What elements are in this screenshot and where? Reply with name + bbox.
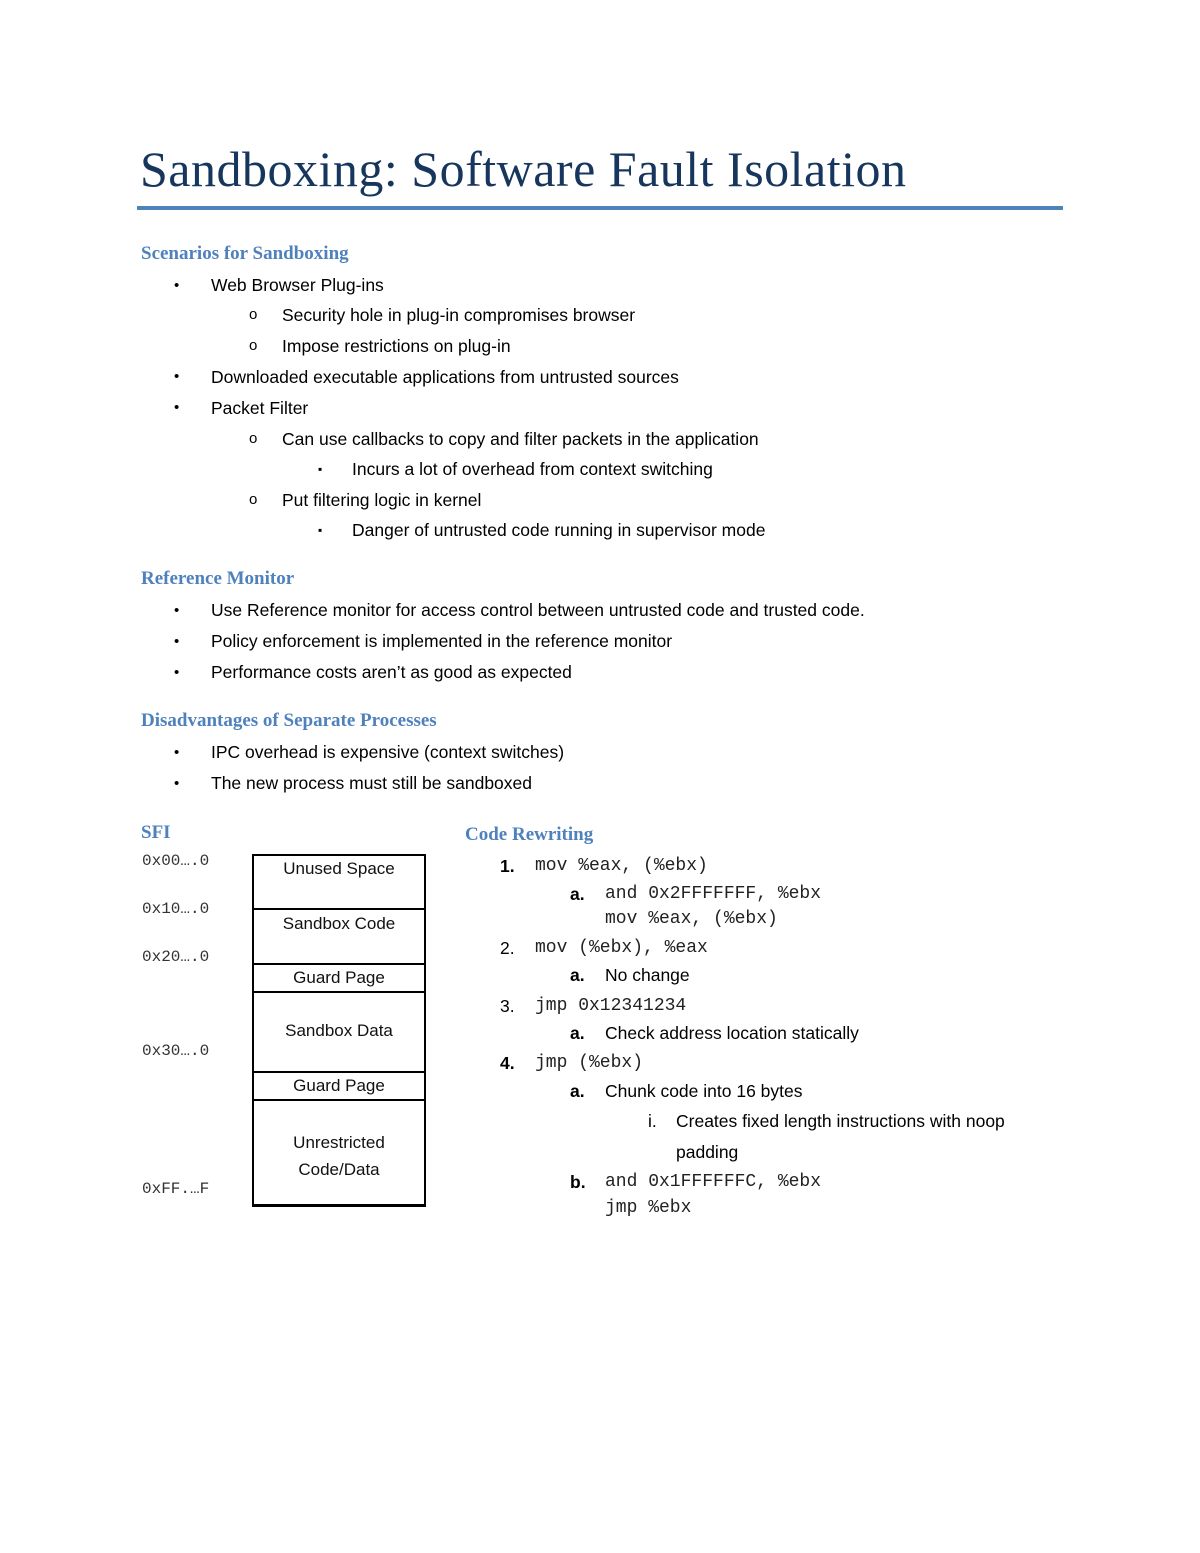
bullet-icon: • <box>174 368 180 385</box>
list-item: Web Browser Plug-ins <box>211 275 384 295</box>
square-bullet-icon: ▪ <box>318 462 323 476</box>
bullet-icon: • <box>174 277 180 294</box>
address-label: 0x30….0 <box>142 1042 210 1060</box>
bullet-icon: • <box>174 744 180 761</box>
heading-reference-monitor: Reference Monitor <box>141 568 295 589</box>
list-marker: a. <box>570 1081 585 1101</box>
list-item: Use Reference monitor for access control between untrusted code and trusted code. <box>211 600 865 620</box>
list-item: Danger of untrusted code running in supervisor mode <box>352 520 766 540</box>
heading-scenarios: Scenarios for Sandboxing <box>141 243 349 264</box>
bullet-icon: • <box>174 775 180 792</box>
list-number: 2. <box>500 938 515 958</box>
bullet-icon: • <box>174 664 180 681</box>
heading-sfi: SFI <box>141 822 171 843</box>
title-rule <box>137 206 1063 210</box>
heading-code-rewriting: Code Rewriting <box>465 824 594 845</box>
list-item: Creates fixed length instructions with noop <box>676 1111 1005 1131</box>
list-number: 3. <box>500 996 515 1016</box>
region-unrestricted: Unrestricted Code/Data <box>293 1133 385 1179</box>
list-item: Check address location statically <box>605 1023 859 1043</box>
code-line: mov (%ebx), %eax <box>535 938 708 958</box>
list-marker: a. <box>570 965 585 985</box>
circle-bullet-icon: o <box>249 491 258 508</box>
list-item: IPC overhead is expensive (context switches) <box>211 742 565 762</box>
list-item: Impose restrictions on plug-in <box>282 336 511 356</box>
list-item: Can use callbacks to copy and filter packets in the application <box>282 429 759 449</box>
list-marker: i. <box>648 1111 657 1131</box>
list-marker: b. <box>570 1172 586 1192</box>
list-number: 1. <box>500 856 515 876</box>
code-line: jmp %ebx <box>605 1198 692 1218</box>
list-marker: a. <box>570 884 585 904</box>
bullet-icon: • <box>174 602 180 619</box>
square-bullet-icon: ▪ <box>318 523 323 537</box>
code-line: mov %eax, (%ebx) <box>535 856 708 876</box>
list-item: Performance costs aren’t as good as expected <box>211 662 572 682</box>
list-item: Downloaded executable applications from untrusted sources <box>211 367 679 387</box>
code-line: and 0x2FFFFFFF, %ebx <box>605 884 822 904</box>
circle-bullet-icon: o <box>249 430 258 447</box>
list-item: Incurs a lot of overhead from context switching <box>352 459 713 479</box>
code-line: and 0x1FFFFFFC, %ebx <box>605 1172 822 1192</box>
circle-bullet-icon: o <box>249 306 258 323</box>
list-item: Chunk code into 16 bytes <box>605 1081 803 1101</box>
heading-disadvantages: Disadvantages of Separate Processes <box>141 710 437 731</box>
list-item: Put filtering logic in kernel <box>282 490 482 510</box>
region-sandbox-code: Sandbox Code <box>254 910 424 965</box>
region-unused-space: Unused Space <box>254 856 424 910</box>
code-line: jmp 0x12341234 <box>535 996 687 1016</box>
list-item: Security hole in plug-in compromises browser <box>282 305 636 325</box>
bullet-icon: • <box>174 633 180 650</box>
page-title: Sandboxing: Software Fault Isolation <box>140 141 907 197</box>
region-sandbox-data: Sandbox Data <box>254 993 424 1073</box>
address-label: 0x20….0 <box>142 948 210 966</box>
list-item: The new process must still be sandboxed <box>211 773 532 793</box>
region-guard-page: Guard Page <box>254 965 424 993</box>
address-label: 0x10….0 <box>142 900 210 918</box>
code-line: jmp (%ebx) <box>535 1053 644 1073</box>
circle-bullet-icon: o <box>249 337 258 354</box>
list-item: No change <box>605 965 690 985</box>
region-guard-page: Guard Page <box>254 1073 424 1101</box>
list-item: Policy enforcement is implemented in the reference monitor <box>211 631 673 651</box>
list-number: 4. <box>500 1053 515 1073</box>
list-item: Packet Filter <box>211 398 309 418</box>
address-label: 0xFF.…F <box>142 1180 210 1198</box>
list-marker: a. <box>570 1023 585 1043</box>
memory-layout-diagram <box>252 854 426 1207</box>
list-item-continuation: padding <box>676 1142 739 1162</box>
bullet-icon: • <box>174 399 180 416</box>
code-line: mov %eax, (%ebx) <box>605 909 778 929</box>
address-label: 0x00….0 <box>142 852 210 870</box>
